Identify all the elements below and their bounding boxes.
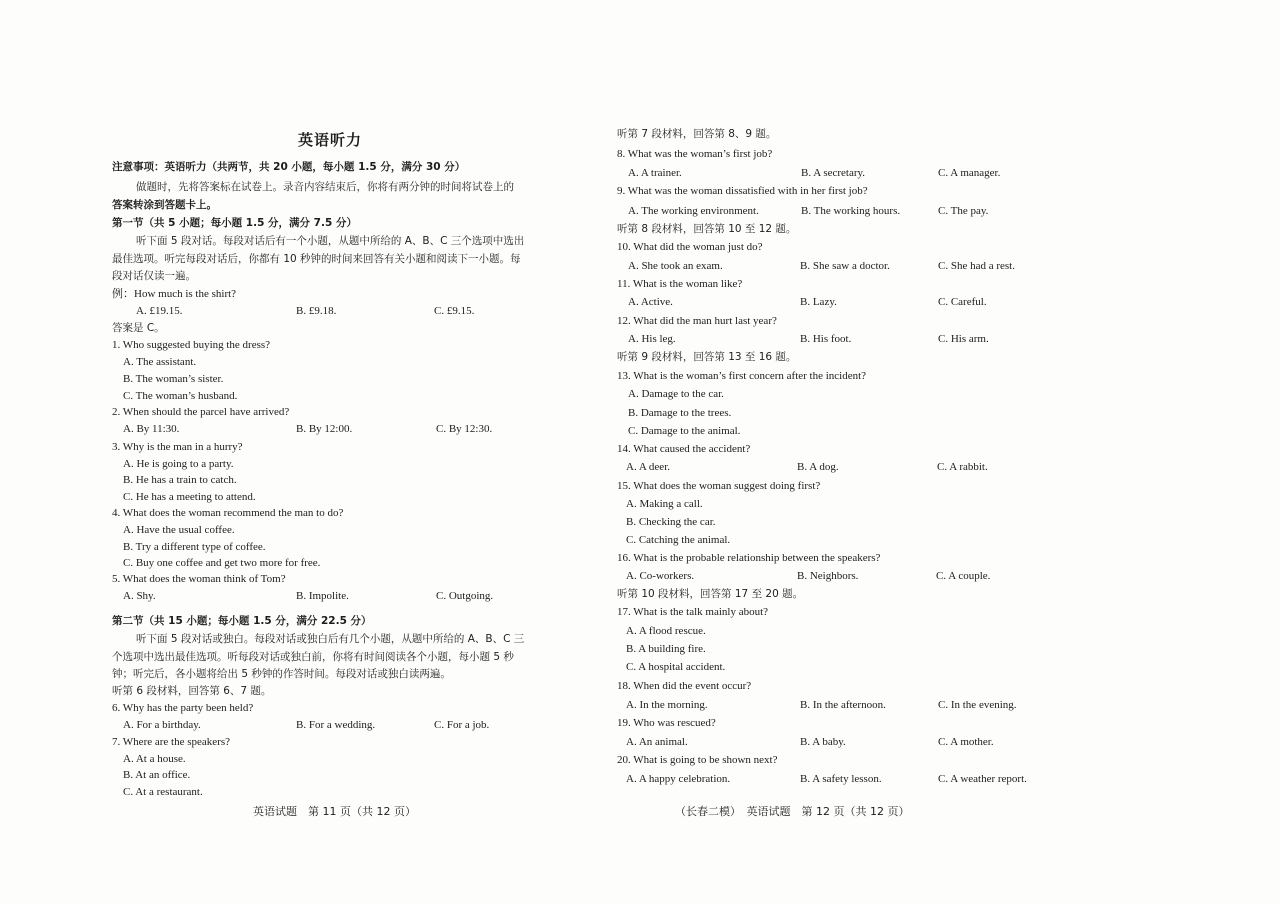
question-18: 18. When did the event occur? [617, 680, 752, 692]
question-3-option-a: A. He is going to a party. [123, 458, 234, 470]
question-14-option-a: A. A deer. [626, 461, 670, 473]
question-12: 12. What did the man hurt last year? [617, 315, 777, 327]
question-17-option-a: A. A flood rescue. [626, 625, 706, 637]
question-9: 9. What was the woman dissatisfied with in her first job? [617, 185, 868, 197]
question-5: 5. What does the woman think of Tom? [112, 573, 286, 585]
passage-7-header: 听第 7 段材料，回答第 8、9 题。 [617, 128, 777, 140]
question-20-option-a: A. A happy celebration. [626, 773, 731, 785]
section-2-instruction-2: 个选项中选出最佳选项。听每段对话或独白前，你将有时间阅读各个小题，每小题 5 秒 [112, 651, 514, 663]
question-7: 7. Where are the speakers? [112, 736, 230, 748]
question-2-option-a: A. By 11:30. [123, 423, 180, 435]
page-title: 英语听力 [298, 131, 363, 149]
page-footer-left: 英语试题 第 11 页（共 12 页） [253, 805, 416, 818]
question-20-option-b: B. A safety lesson. [800, 773, 882, 785]
question-14-option-c: C. A rabbit. [937, 461, 988, 473]
question-17: 17. What is the talk mainly about? [617, 606, 769, 618]
question-2-option-c: C. By 12:30. [436, 423, 493, 435]
question-19-option-c: C. A mother. [938, 736, 994, 748]
question-13-option-c: C. Damage to the animal. [628, 425, 741, 437]
question-4-option-c: C. Buy one coffee and get two more for free. [123, 557, 321, 569]
section-2-instruction-3: 钟；听完后，各小题将给出 5 秒钟的作答时间。每段对话或独白读两遍。 [112, 668, 451, 680]
question-1-option-c: C. The woman’s husband. [123, 390, 238, 402]
question-8: 8. What was the woman’s first job? [617, 148, 773, 160]
question-20: 20. What is going to be shown next? [617, 754, 778, 766]
question-17-option-c: C. A hospital accident. [626, 661, 726, 673]
question-5-option-a: A. Shy. [123, 590, 156, 602]
question-8-option-c: C. A manager. [938, 167, 1001, 179]
passage-10-header: 听第 10 段材料，回答第 17 至 20 题。 [617, 588, 804, 600]
question-1-option-a: A. The assistant. [123, 356, 197, 368]
question-1-option-b: B. The woman’s sister. [123, 373, 224, 385]
question-9-option-a: A. The working environment. [628, 205, 759, 217]
question-6-option-b: B. For a wedding. [296, 719, 376, 731]
question-7-option-a: A. At a house. [123, 753, 186, 765]
question-11-option-c: C. Careful. [938, 296, 987, 308]
question-13-option-a: A. Damage to the car. [628, 388, 724, 400]
question-3-option-b: B. He has a train to catch. [123, 474, 237, 486]
question-5-option-b: B. Impolite. [296, 590, 349, 602]
question-11-option-a: A. Active. [628, 296, 673, 308]
question-8-option-b: B. A secretary. [801, 167, 866, 179]
notice-label: 注意事项：英语听力（共两节，共 20 小题，每小题 1.5 分，满分 30 分） [112, 161, 466, 173]
question-16-option-b: B. Neighbors. [797, 570, 859, 582]
question-6-option-c: C. For a job. [434, 719, 490, 731]
example-question: 例：How much is the shirt? [112, 288, 237, 300]
section-2-header: 第二节（共 15 小题；每小题 1.5 分，满分 22.5 分） [112, 615, 372, 627]
passage-9-header: 听第 9 段材料，回答第 13 至 16 题。 [617, 351, 797, 363]
question-1: 1. Who suggested buying the dress? [112, 339, 271, 351]
question-15-option-b: B. Checking the car. [626, 516, 716, 528]
question-15: 15. What does the woman suggest doing first? [617, 480, 821, 492]
question-9-option-b: B. The working hours. [801, 205, 901, 217]
question-2-option-b: B. By 12:00. [296, 423, 353, 435]
question-2: 2. When should the parcel have arrived? [112, 406, 290, 418]
question-16-option-c: C. A couple. [936, 570, 991, 582]
question-19-option-a: A. An animal. [626, 736, 688, 748]
question-18-option-c: C. In the evening. [938, 699, 1017, 711]
question-9-option-c: C. The pay. [938, 205, 989, 217]
question-5-option-c: C. Outgoing. [436, 590, 494, 602]
question-19-option-b: B. A baby. [800, 736, 846, 748]
question-3-option-c: C. He has a meeting to attend. [123, 491, 256, 503]
section-1-instruction-2: 最佳选项。听完每段对话后，你都有 10 秒钟的时间来回答有关小题和阅读下一小题。每 [112, 253, 521, 265]
question-10-option-c: C. She had a rest. [938, 260, 1015, 272]
passage-6-header: 听第 6 段材料，回答第 6、7 题。 [112, 685, 272, 697]
example-option-c: C. £9.15. [434, 305, 475, 317]
question-3: 3. Why is the man in a hurry? [112, 441, 243, 453]
question-6: 6. Why has the party been held? [112, 702, 254, 714]
passage-8-header: 听第 8 段材料，回答第 10 至 12 题。 [617, 223, 797, 235]
question-19: 19. Who was rescued? [617, 717, 716, 729]
question-12-option-c: C. His arm. [938, 333, 989, 345]
question-13-option-b: B. Damage to the trees. [628, 407, 732, 419]
notice-body-line-2: 答案转涂到答题卡上。 [112, 199, 217, 211]
page-footer-right: （长春二模） 英语试题 第 12 页（共 12 页） [675, 805, 910, 818]
question-18-option-a: A. In the morning. [626, 699, 708, 711]
question-12-option-a: A. His leg. [628, 333, 676, 345]
question-6-option-a: A. For a birthday. [123, 719, 201, 731]
question-10: 10. What did the woman just do? [617, 241, 763, 253]
question-7-option-c: C. At a restaurant. [123, 786, 203, 798]
question-13: 13. What is the woman’s first concern after the incident? [617, 370, 867, 382]
question-12-option-b: B. His foot. [800, 333, 852, 345]
question-16: 16. What is the probable relationship between the speakers? [617, 552, 881, 564]
question-15-option-c: C. Catching the animal. [626, 534, 731, 546]
question-11: 11. What is the woman like? [617, 278, 743, 290]
section-2-instruction-1: 听下面 5 段对话或独白。每段对话或独白后有几个小题，从题中所给的 A、B、C 三 [136, 633, 525, 645]
section-1-header: 第一节（共 5 小题；每小题 1.5 分，满分 7.5 分） [112, 217, 357, 229]
question-16-option-a: A. Co-workers. [626, 570, 695, 582]
example-option-b: B. £9.18. [296, 305, 337, 317]
question-14: 14. What caused the accident? [617, 443, 751, 455]
question-14-option-b: B. A dog. [797, 461, 839, 473]
question-4-option-b: B. Try a different type of coffee. [123, 541, 266, 553]
example-answer: 答案是 C。 [112, 322, 165, 334]
section-1-instruction-1: 听下面 5 段对话。每段对话后有一个小题，从题中所给的 A、B、C 三个选项中选出 [136, 235, 525, 247]
question-10-option-b: B. She saw a doctor. [800, 260, 890, 272]
section-1-instruction-3: 段对话仅读一遍。 [112, 270, 196, 282]
question-8-option-a: A. A trainer. [628, 167, 682, 179]
question-15-option-a: A. Making a call. [626, 498, 703, 510]
question-4: 4. What does the woman recommend the man to do? [112, 507, 344, 519]
question-11-option-b: B. Lazy. [800, 296, 837, 308]
example-option-a: A. £19.15. [136, 305, 183, 317]
question-18-option-b: B. In the afternoon. [800, 699, 886, 711]
question-10-option-a: A. She took an exam. [628, 260, 723, 272]
question-7-option-b: B. At an office. [123, 769, 191, 781]
question-20-option-c: C. A weather report. [938, 773, 1027, 785]
notice-body-line-1: 做题时，先将答案标在试卷上。录音内容结束后，你将有两分钟的时间将试卷上的 [136, 181, 514, 193]
question-17-option-b: B. A building fire. [626, 643, 706, 655]
question-4-option-a: A. Have the usual coffee. [123, 524, 235, 536]
